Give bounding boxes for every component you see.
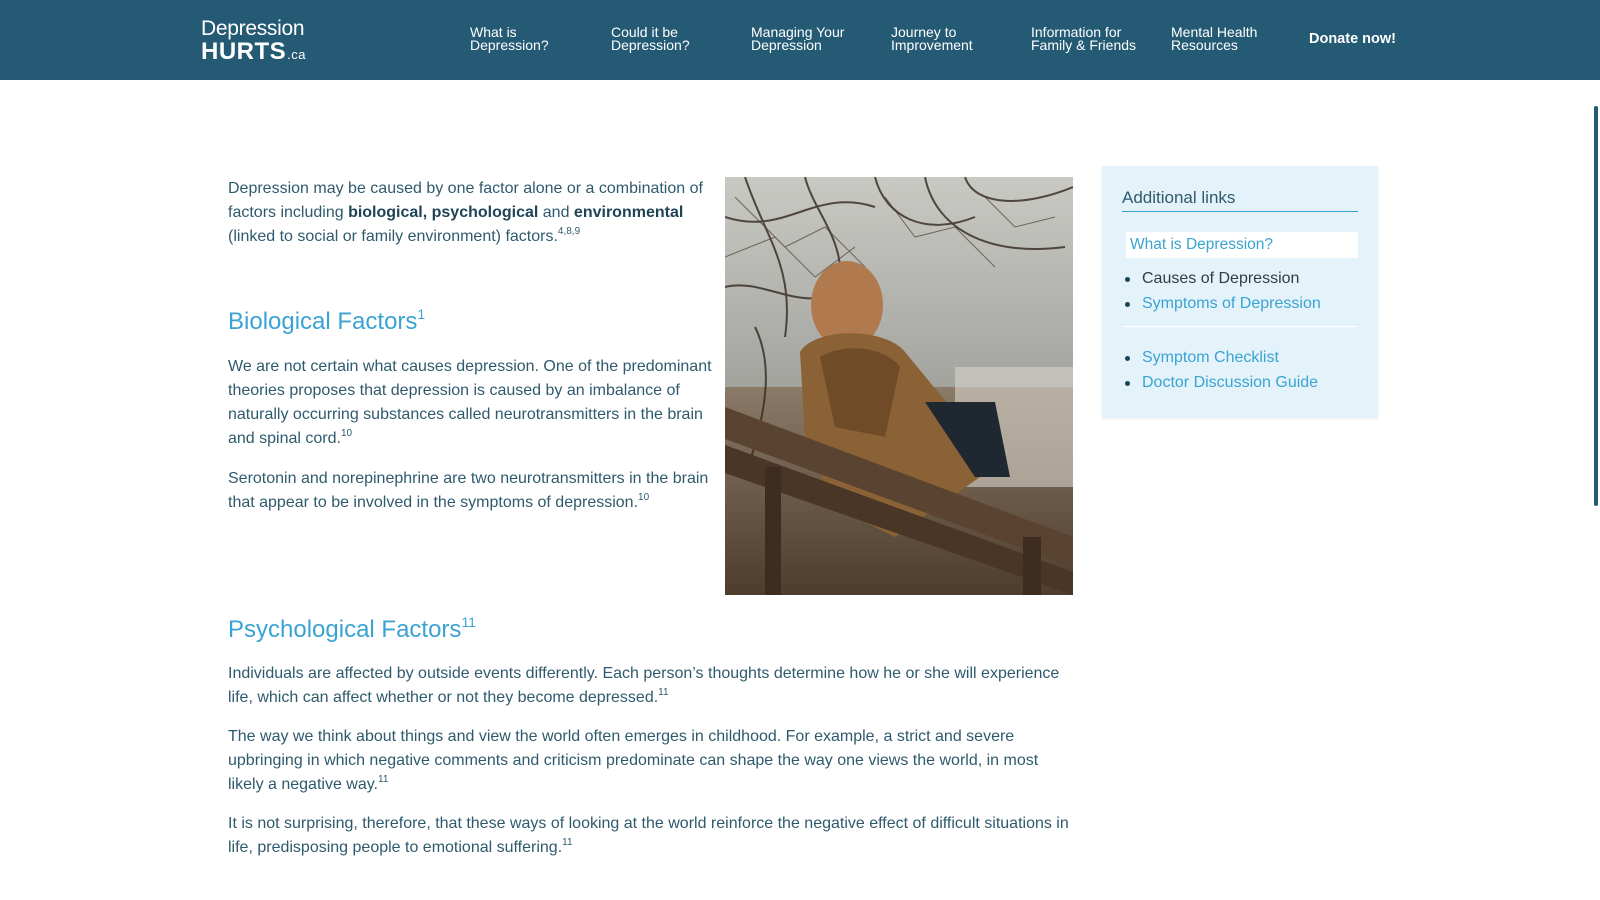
nav-label-line1: Managing Your: [751, 24, 845, 40]
nav-label-line1: Mental Health: [1171, 24, 1258, 40]
sidebar-list-tools: [1122, 345, 1318, 395]
intro-paragraph: [228, 177, 713, 249]
biological-paragraph-1: [228, 355, 713, 451]
intro-bold-1: biological, psychological: [348, 204, 539, 221]
paragraph-text: The way we think about things and view the world often emerges in childhood. For example, a strict and severe upbringing in which negative comments and criticism predominate can shape the way one views the world, in most likely a negative way.: [228, 728, 1039, 793]
paragraph-text: Individuals are affected by outside events differently. Each person’s thoughts determine how he or she will experience life, which can affect whether or not they become depressed.: [228, 665, 1060, 706]
reference-number[interactable]: 11: [378, 773, 389, 785]
psychological-paragraph-3: [228, 812, 1073, 860]
biological-paragraph-2: [228, 467, 713, 515]
psychological-paragraph-2: [228, 725, 1073, 797]
nav-journey-to-improvement[interactable]: [891, 26, 1021, 52]
sidebar-title: Additional links: [1122, 188, 1236, 207]
nav-what-is-depression[interactable]: [470, 26, 600, 52]
reference-number[interactable]: 11: [461, 614, 476, 630]
logo-line-2: [201, 40, 306, 67]
paragraph-text: Serotonin and norepinephrine are two neurotransmitters in the brain that appear to be involved in the symptoms of depression.: [228, 470, 709, 511]
site-header: [0, 0, 1600, 80]
sidebar-title-divider: [1122, 211, 1358, 212]
site-logo[interactable]: [201, 18, 306, 67]
intro-text-3: (linked to social or family environment) factors.: [228, 228, 558, 245]
nav-label-line2: Improvement: [891, 37, 973, 53]
photo-illustration: [725, 177, 1073, 595]
reference-number[interactable]: 11: [658, 686, 669, 698]
logo-line-1: Depression: [201, 17, 305, 40]
reference-number[interactable]: 1: [417, 306, 426, 322]
nav-label-line2: Resources: [1171, 37, 1238, 53]
donate-button[interactable]: Donate now!: [1309, 31, 1396, 47]
paragraph-text: It is not surprising, therefore, that these ways of looking at the world reinforce the negative effect of difficult situations in life, predisposing people to emotional suffering.: [228, 815, 1069, 856]
additional-links-sidebar: [1102, 166, 1378, 418]
logo-suffix: .ca: [287, 47, 307, 62]
sidebar-item-causes-of-depression: Causes of Depression: [1122, 266, 1321, 291]
intro-bold-2: environmental: [573, 204, 684, 221]
nav-information-family-friends[interactable]: [1031, 26, 1161, 52]
nav-managing-your-depression[interactable]: [751, 26, 881, 52]
intro-text-1: Depression may be caused by one factor alone or a combination of factors including: [228, 180, 703, 221]
sidebar-item-doctor-discussion-guide[interactable]: Doctor Discussion Guide: [1122, 370, 1318, 395]
woman-on-bench-photo: [725, 177, 1073, 595]
sidebar-item-symptom-checklist[interactable]: Symptom Checklist: [1122, 345, 1318, 370]
nav-label-line2: Depression?: [470, 37, 549, 53]
reference-number[interactable]: 4,8,9: [557, 225, 581, 237]
nav-label-line2: Depression?: [611, 37, 690, 53]
page-scrollbar[interactable]: [1594, 106, 1598, 506]
sidebar-item-symptoms-of-depression[interactable]: Symptoms of Depression: [1122, 291, 1321, 316]
reference-number[interactable]: 10: [638, 491, 650, 503]
reference-number[interactable]: 11: [562, 836, 573, 848]
sidebar-divider: [1122, 326, 1358, 327]
nav-mental-health-resources[interactable]: [1171, 26, 1301, 52]
intro-text-2: and: [538, 204, 574, 221]
sidebar-list-causes-symptoms: [1122, 266, 1321, 316]
nav-label-line1: What is: [470, 24, 517, 40]
paragraph-text: We are not certain what causes depression. One of the predominant theories proposes that depression is caused by an imbalance of naturally occurring substances called neurotransmitters in the brain and spinal cord.: [228, 358, 712, 447]
heading-text: Biological Factors: [228, 308, 418, 335]
reference-number[interactable]: 10: [340, 427, 353, 439]
nav-could-it-be-depression[interactable]: [611, 26, 741, 52]
psychological-factors-heading: [228, 615, 476, 645]
nav-label-line1: Could it be: [611, 24, 678, 40]
nav-label-line2: Depression: [751, 37, 822, 53]
sidebar-link-what-is-depression[interactable]: What is Depression?: [1126, 232, 1358, 258]
nav-label-line1: Information for: [1031, 24, 1122, 40]
nav-label-line2: Family & Friends: [1031, 37, 1137, 53]
biological-factors-heading: [228, 307, 425, 337]
nav-label-line1: Journey to: [891, 24, 957, 40]
psychological-paragraph-1: [228, 662, 1073, 710]
heading-text: Psychological Factors: [228, 616, 462, 643]
logo-hurts: HURTS: [201, 38, 287, 65]
